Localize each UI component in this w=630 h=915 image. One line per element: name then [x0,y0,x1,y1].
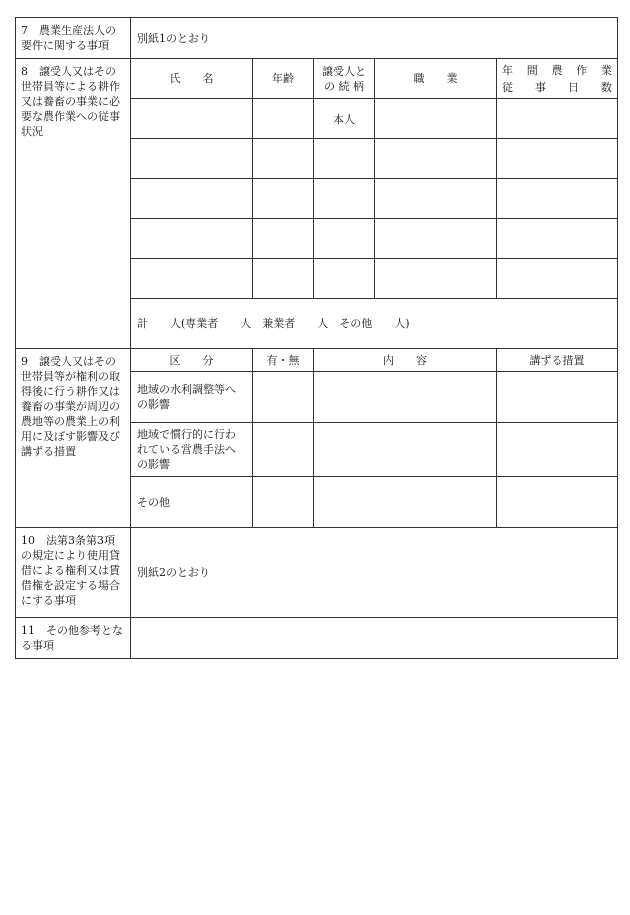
impact-yesno-cell [253,477,314,528]
member-name-cell [131,139,253,179]
member-age-cell [253,179,314,219]
member-days-cell [497,179,618,219]
member-days-cell [497,219,618,259]
header-days-line2: 従 事 日 数 [502,80,613,94]
header-occupation: 職 業 [375,59,497,99]
member-occupation-cell [375,179,497,219]
member-relation-cell [314,219,375,259]
header-relation-line2: の 続 柄 [324,79,364,93]
member-relation-cell [314,259,375,299]
row-7-label: 7 農業生産法人の要件に関する事項 [16,18,131,59]
row-8-header [16,59,618,99]
member-relation-cell: 本人 [314,99,375,139]
worker-total: 計 人(専業者 人 兼業者 人 その他 人) [131,299,618,349]
member-relation-cell [314,139,375,179]
impact-measures-cell [497,477,618,528]
header-content: 内 容 [314,349,497,372]
row-7-requirements [16,18,618,59]
member-age-cell [253,139,314,179]
member-days-cell [497,99,618,139]
impact-measures-cell [497,372,618,423]
header-measures: 講ずる措置 [497,349,618,372]
member-age-cell [253,99,314,139]
member-occupation-cell [375,219,497,259]
header-age: 年齢 [253,59,314,99]
impact-content-cell [314,477,497,528]
impact-yesno-cell [253,372,314,423]
member-occupation-cell [375,259,497,299]
impact-content-cell [314,372,497,423]
impact-category-water: 地域の水利調整等への影響 [131,372,253,423]
impact-content-cell [314,423,497,477]
row-10-lease-matters [16,528,618,618]
header-farm-days [497,59,618,99]
impact-category-farming-method: 地域で慣行的に行われている営農手法への影響 [131,423,253,477]
member-occupation-cell [375,99,497,139]
header-name: 氏 名 [131,59,253,99]
impact-yesno-cell [253,423,314,477]
member-age-cell [253,259,314,299]
row-10-label: 10 法第3条第3項の規定により使用貸借による権利又は賃借権を設定する場合にする事項 [16,528,131,618]
row-11-value [131,618,618,659]
header-days-line1: 年 間 農 作 業 [502,63,613,77]
member-name-cell [131,259,253,299]
member-days-cell [497,139,618,179]
row-11-label: 11 その他参考となる事項 [16,618,131,659]
form-table [15,17,618,659]
member-name-cell [131,219,253,259]
member-days-cell [497,259,618,299]
header-category: 区 分 [131,349,253,372]
member-age-cell [253,219,314,259]
member-name-cell [131,179,253,219]
member-occupation-cell [375,139,497,179]
row-9-label: 9 譲受人又はその世帯員等が権利の取得後に行う耕作又は養畜の事業が周辺の農地等の農業上の利用に及ぼす影響及び講ずる措置 [16,349,131,528]
row-7-value: 別紙1のとおり [131,18,618,59]
member-name-cell [131,99,253,139]
impact-category-other: その他 [131,477,253,528]
row-8-label: 8 譲受人又はその世帯員等による耕作又は養畜の事業に必要な農作業への従事状況 [16,59,131,349]
header-relation-line1: 譲受人と [322,64,366,78]
header-yesno: 有・無 [253,349,314,372]
application-form [15,17,617,659]
impact-measures-cell [497,423,618,477]
row-9-header [16,349,618,372]
row-10-value: 別紙2のとおり [131,528,618,618]
member-relation-cell [314,179,375,219]
header-relation [314,59,375,99]
row-11-other-reference [16,618,618,659]
